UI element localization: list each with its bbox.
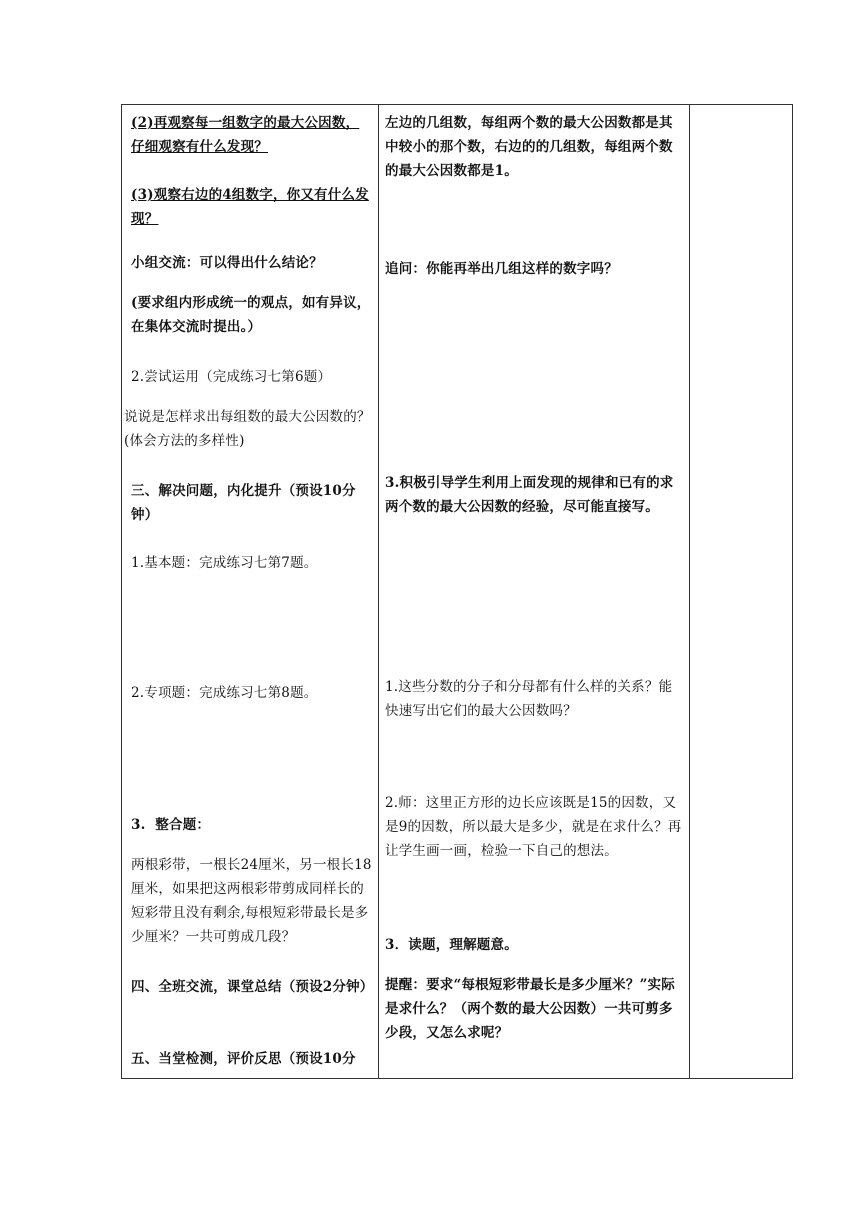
section-4-heading: 四、全班交流，课堂总结（预设2分钟） — [131, 979, 374, 995]
follow-up-question: 追问：你能再举出几组这样的数字吗？ — [385, 261, 618, 277]
question-3: (3)观察右边的4组数字，你又有什么发现？ — [131, 187, 369, 227]
read-problem: 3．读题，理解题意。 — [385, 937, 518, 953]
lesson-plan-table — [121, 104, 793, 1079]
reminder-text: 提醒：要求“每根短彩带最长是多少厘米？”实际是求什么？（两个数的最大公因数）一共可剪多少段，又怎么求呢？ — [385, 977, 675, 1041]
group-note: (要求组内形成统一的观点，如有异议，在集体交流时提出。） — [131, 295, 371, 335]
section-3-heading: 三、解决问题，内化提升（预设10分钟） — [131, 483, 356, 523]
teacher-explanation: 2.师：这里正方形的边长应该既是15的因数，又是9的因数，所以最大是多少，就是在求什么？再让学生画一画，检验一下自己的想法。 — [385, 795, 682, 859]
ribbon-problem: 两根彩带，一根长24厘米，另一根长18厘米，如果把这两根彩带剪成同样长的短彩带且没有剩余,每根短彩带最长是多少厘米？一共可剪成几段？ — [131, 857, 372, 945]
teaching-process-column — [122, 105, 378, 1078]
basic-exercise: 1.基本题：完成练习七第7题。 — [131, 555, 318, 571]
group-discussion: 小组交流：可以得出什么结论？ — [131, 255, 323, 271]
teacher-guidance-column — [378, 105, 689, 1078]
try-apply: 2.尝试运用（完成练习七第6题） — [131, 369, 332, 385]
section-5-heading: 五、当堂检测，评价反思（预设10分 — [131, 1051, 356, 1067]
notes-column — [689, 105, 793, 1078]
fraction-question: 1.这些分数的分子和分母都有什么样的关系？能快速写出它们的最大公因数吗？ — [385, 679, 673, 719]
question-2: (2)再观察每一组数字的最大公因数，仔细观察有什么发现？ — [131, 115, 360, 155]
special-exercise: 2.专项题：完成练习七第8题。 — [131, 685, 318, 701]
integrated-exercise: 3. 整合题： — [131, 817, 211, 833]
guidance-text: 3.积极引导学生利用上面发现的规律和已有的求两个数的最大公因数的经验，尽可能直接写。 — [385, 475, 674, 515]
finding-text: 左边的几组数，每组两个数的最大公因数都是其中较小的那个数，右边的的几组数，每组两个数的最大公因数都是1。 — [385, 115, 673, 179]
try-question: 说说是怎样求出每组数的最大公因数的？(体会方法的多样性) — [124, 409, 371, 449]
